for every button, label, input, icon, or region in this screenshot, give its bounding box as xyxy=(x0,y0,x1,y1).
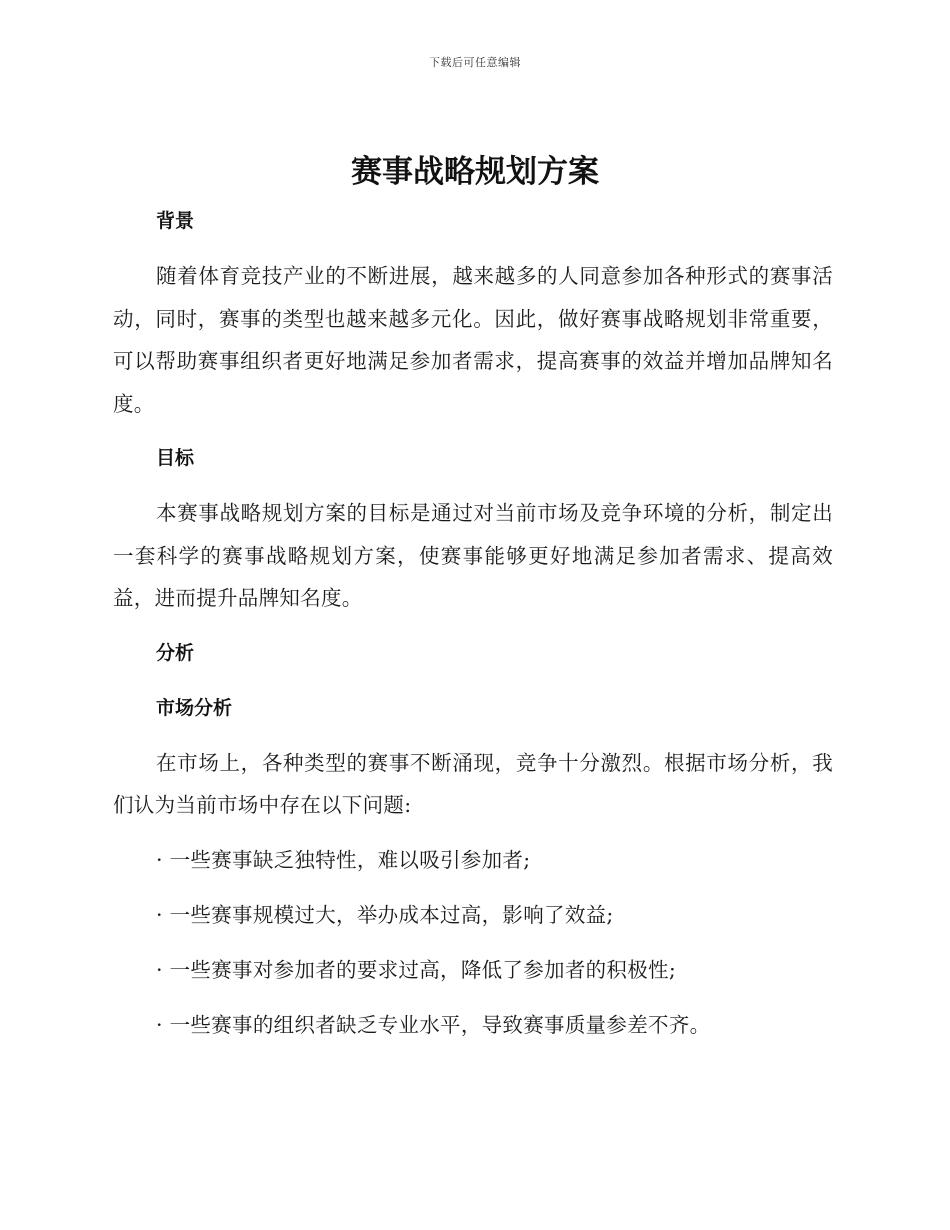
section-heading-background: 背景 xyxy=(156,210,195,232)
background-paragraph: 随着体育竞技产业的不断进展，越来越多的人同意参加各种形式的赛事活动，同时，赛事的类型也越来越多元化。因此，做好赛事战略规划非常重要，可以帮助赛事组织者更好地满足参加者需求，提高赛事的效益并增加品牌知名度。 xyxy=(113,264,833,416)
list-item: · 一些赛事缺乏独特性，难以吸引参加者; xyxy=(156,847,531,872)
market-paragraph: 在市场上，各种类型的赛事不断涌现，竞争十分激烈。根据市场分析，我们认为当前市场中存在以下问题: xyxy=(113,750,833,817)
header-note: 下载后可任意编辑 xyxy=(429,56,521,69)
list-item: · 一些赛事对参加者的要求过高，降低了参加者的积极性; xyxy=(156,957,677,982)
section-heading-market: 市场分析 xyxy=(156,696,233,719)
document-body xyxy=(113,200,833,1046)
section-heading-analysis: 分析 xyxy=(156,641,195,664)
section-heading-goal: 目标 xyxy=(156,447,195,469)
list-item: · 一些赛事规模过大，举办成本过高，影响了效益; xyxy=(156,902,614,927)
list-item: · 一些赛事的组织者缺乏专业水平，导致赛事质量参差不齐。 xyxy=(156,1012,711,1037)
document-title: 赛事战略规划方案 xyxy=(351,154,599,190)
goal-paragraph: 本赛事战略规划方案的目标是通过对当前市场及竞争环境的分析，制定出一套科学的赛事战略规划方案，使赛事能够更好地满足参加者需求、提高效益，进而提升品牌知名度。 xyxy=(113,501,833,610)
